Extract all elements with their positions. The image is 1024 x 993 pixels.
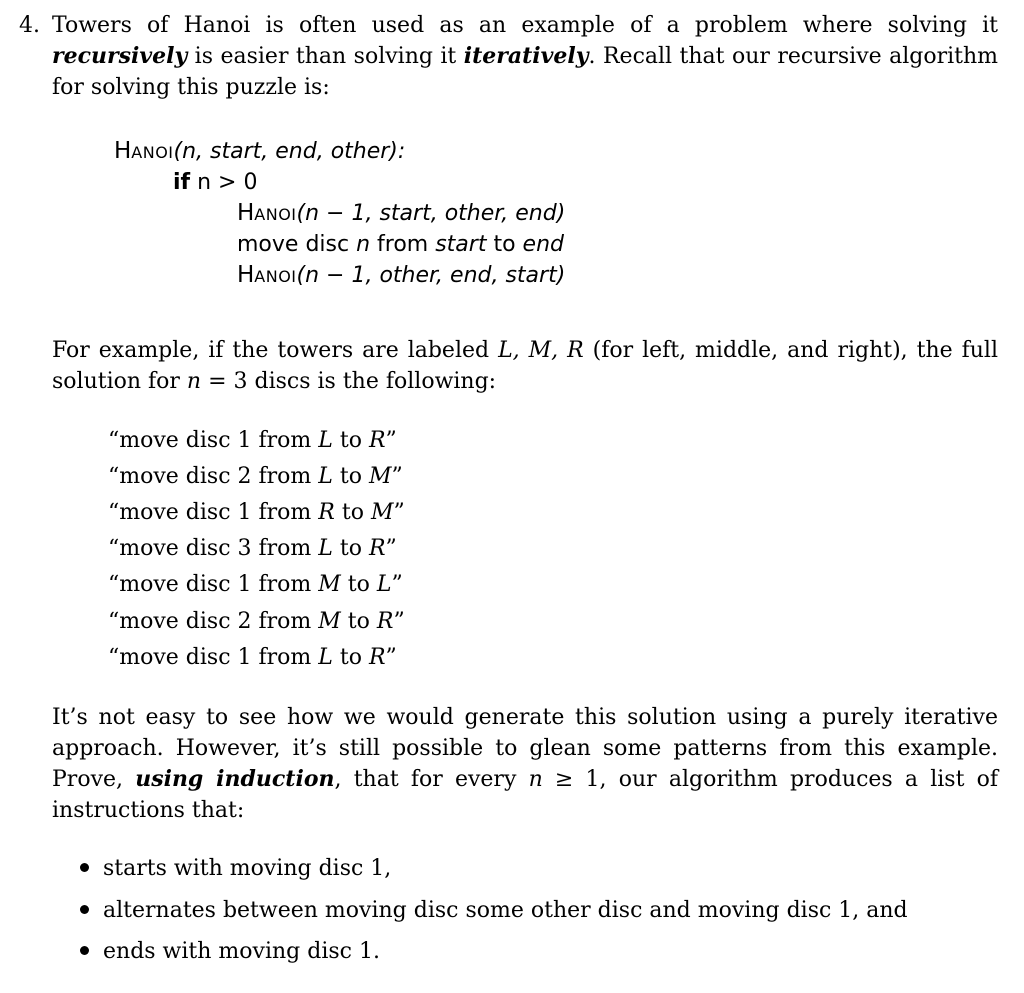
move-post: ” <box>385 645 397 670</box>
algo-args: (n − 1, other, end, start) <box>296 263 566 288</box>
algo-name-small: ANOI <box>254 205 297 224</box>
bullet-icon <box>80 905 89 914</box>
move-text-c: to <box>486 232 523 257</box>
move-from: M <box>318 609 341 634</box>
problem-number: 4. <box>19 13 40 38</box>
move-to: M <box>370 500 394 525</box>
bullet-icon <box>80 946 89 955</box>
algo-args: (n − 1, start, other, end) <box>296 201 566 226</box>
move-mid: to <box>340 572 377 597</box>
move-from: L <box>318 645 333 670</box>
list-item <box>80 936 380 967</box>
list-item <box>80 895 908 926</box>
move-post: ” <box>385 536 397 561</box>
move-line <box>108 533 397 564</box>
move-var-end: end <box>522 232 564 257</box>
move-mid: to <box>332 464 369 489</box>
move-from: R <box>318 500 335 525</box>
move-pre: “move disc 1 from <box>108 500 319 525</box>
move-post: ” <box>393 500 405 525</box>
algo-name-cap: H <box>114 138 132 164</box>
intro-text-1: Towers of Hanoi is often used as an example of a problem where solving it <box>52 13 998 38</box>
move-line <box>108 425 397 456</box>
move-mid: to <box>340 609 377 634</box>
algo-line-move <box>237 229 564 260</box>
move-to: R <box>376 609 394 634</box>
move-post: ” <box>385 428 397 453</box>
move-pre: “move disc 2 from <box>108 464 319 489</box>
move-line <box>108 461 403 492</box>
list-item <box>80 853 391 884</box>
algo-line-signature <box>114 136 405 168</box>
prove-text-1: It’s not easy to see how we would generate this solution using a purely iterative approach. However, it’s still possible to glean some patterns from this example. Prove, <box>52 705 998 792</box>
move-mid: to <box>332 428 369 453</box>
example-text-1: For example, if the towers are labeled <box>52 338 499 363</box>
move-from: L <box>318 536 333 561</box>
prove-text-3: ≥ 1, our algorithm produces a list of instructions that: <box>52 767 998 823</box>
move-line <box>108 642 397 673</box>
move-from: L <box>318 428 333 453</box>
move-var-start: start <box>435 232 487 257</box>
move-pre: “move disc 1 from <box>108 645 319 670</box>
move-text-a: move disc <box>237 232 357 257</box>
move-pre: “move disc 2 from <box>108 609 319 634</box>
move-mid: to <box>332 645 369 670</box>
emphasis-using-induction: using induction <box>135 766 335 792</box>
prove-text-2: , that for every <box>334 767 529 792</box>
move-pre: “move disc 1 from <box>108 428 319 453</box>
bullet-icon <box>80 863 89 872</box>
var-n: n <box>186 369 202 394</box>
if-condition: n > 0 <box>190 170 258 195</box>
intro-paragraph <box>52 10 998 103</box>
example-text-3: = 3 discs is the following: <box>201 369 497 394</box>
var-n: n <box>528 767 543 792</box>
move-to: R <box>368 428 386 453</box>
algo-name-cap: H <box>237 262 255 288</box>
bullet-text: ends with moving disc 1. <box>103 939 380 964</box>
algo-line-recurse-2 <box>237 260 565 292</box>
keyword-if: if <box>173 170 191 195</box>
example-paragraph <box>52 335 998 397</box>
move-line <box>108 569 403 600</box>
move-mid: to <box>334 500 371 525</box>
move-text-b: from <box>370 232 436 257</box>
move-to: R <box>368 536 386 561</box>
tower-labels: L, M, R <box>498 338 584 363</box>
intro-text-2: is easier than solving it <box>187 44 464 69</box>
algo-name-small: ANOI <box>254 267 297 286</box>
algo-args: (n, start, end, other): <box>173 139 406 164</box>
move-line <box>108 606 405 637</box>
bullet-text: alternates between moving disc some other disc and moving disc 1, and <box>103 898 908 923</box>
prove-paragraph <box>52 702 998 826</box>
emphasis-iteratively: iteratively <box>463 43 589 69</box>
move-to: L <box>376 572 392 597</box>
move-from: M <box>318 572 341 597</box>
algo-name-cap: H <box>237 200 255 226</box>
move-to: R <box>368 645 386 670</box>
move-var-n: n <box>356 232 371 257</box>
move-mid: to <box>332 536 369 561</box>
example-text-2: (for left, middle, and right), the full solution for <box>52 338 998 394</box>
move-pre: “move disc 3 from <box>108 536 319 561</box>
move-to: M <box>368 464 392 489</box>
bullet-text: starts with moving disc 1, <box>103 856 392 881</box>
emphasis-recursively: recursively <box>52 43 188 69</box>
move-pre: “move disc 1 from <box>108 572 319 597</box>
algo-line-if <box>173 167 257 198</box>
intro-text-3: . Recall that our recursive algorithm for solving this puzzle is: <box>52 44 999 100</box>
move-post: ” <box>393 609 405 634</box>
move-post: ” <box>391 464 403 489</box>
move-line <box>108 497 405 528</box>
move-from: L <box>318 464 333 489</box>
algo-line-recurse-1 <box>237 198 565 230</box>
algo-name-small: ANOI <box>131 143 174 162</box>
move-post: ” <box>391 572 403 597</box>
